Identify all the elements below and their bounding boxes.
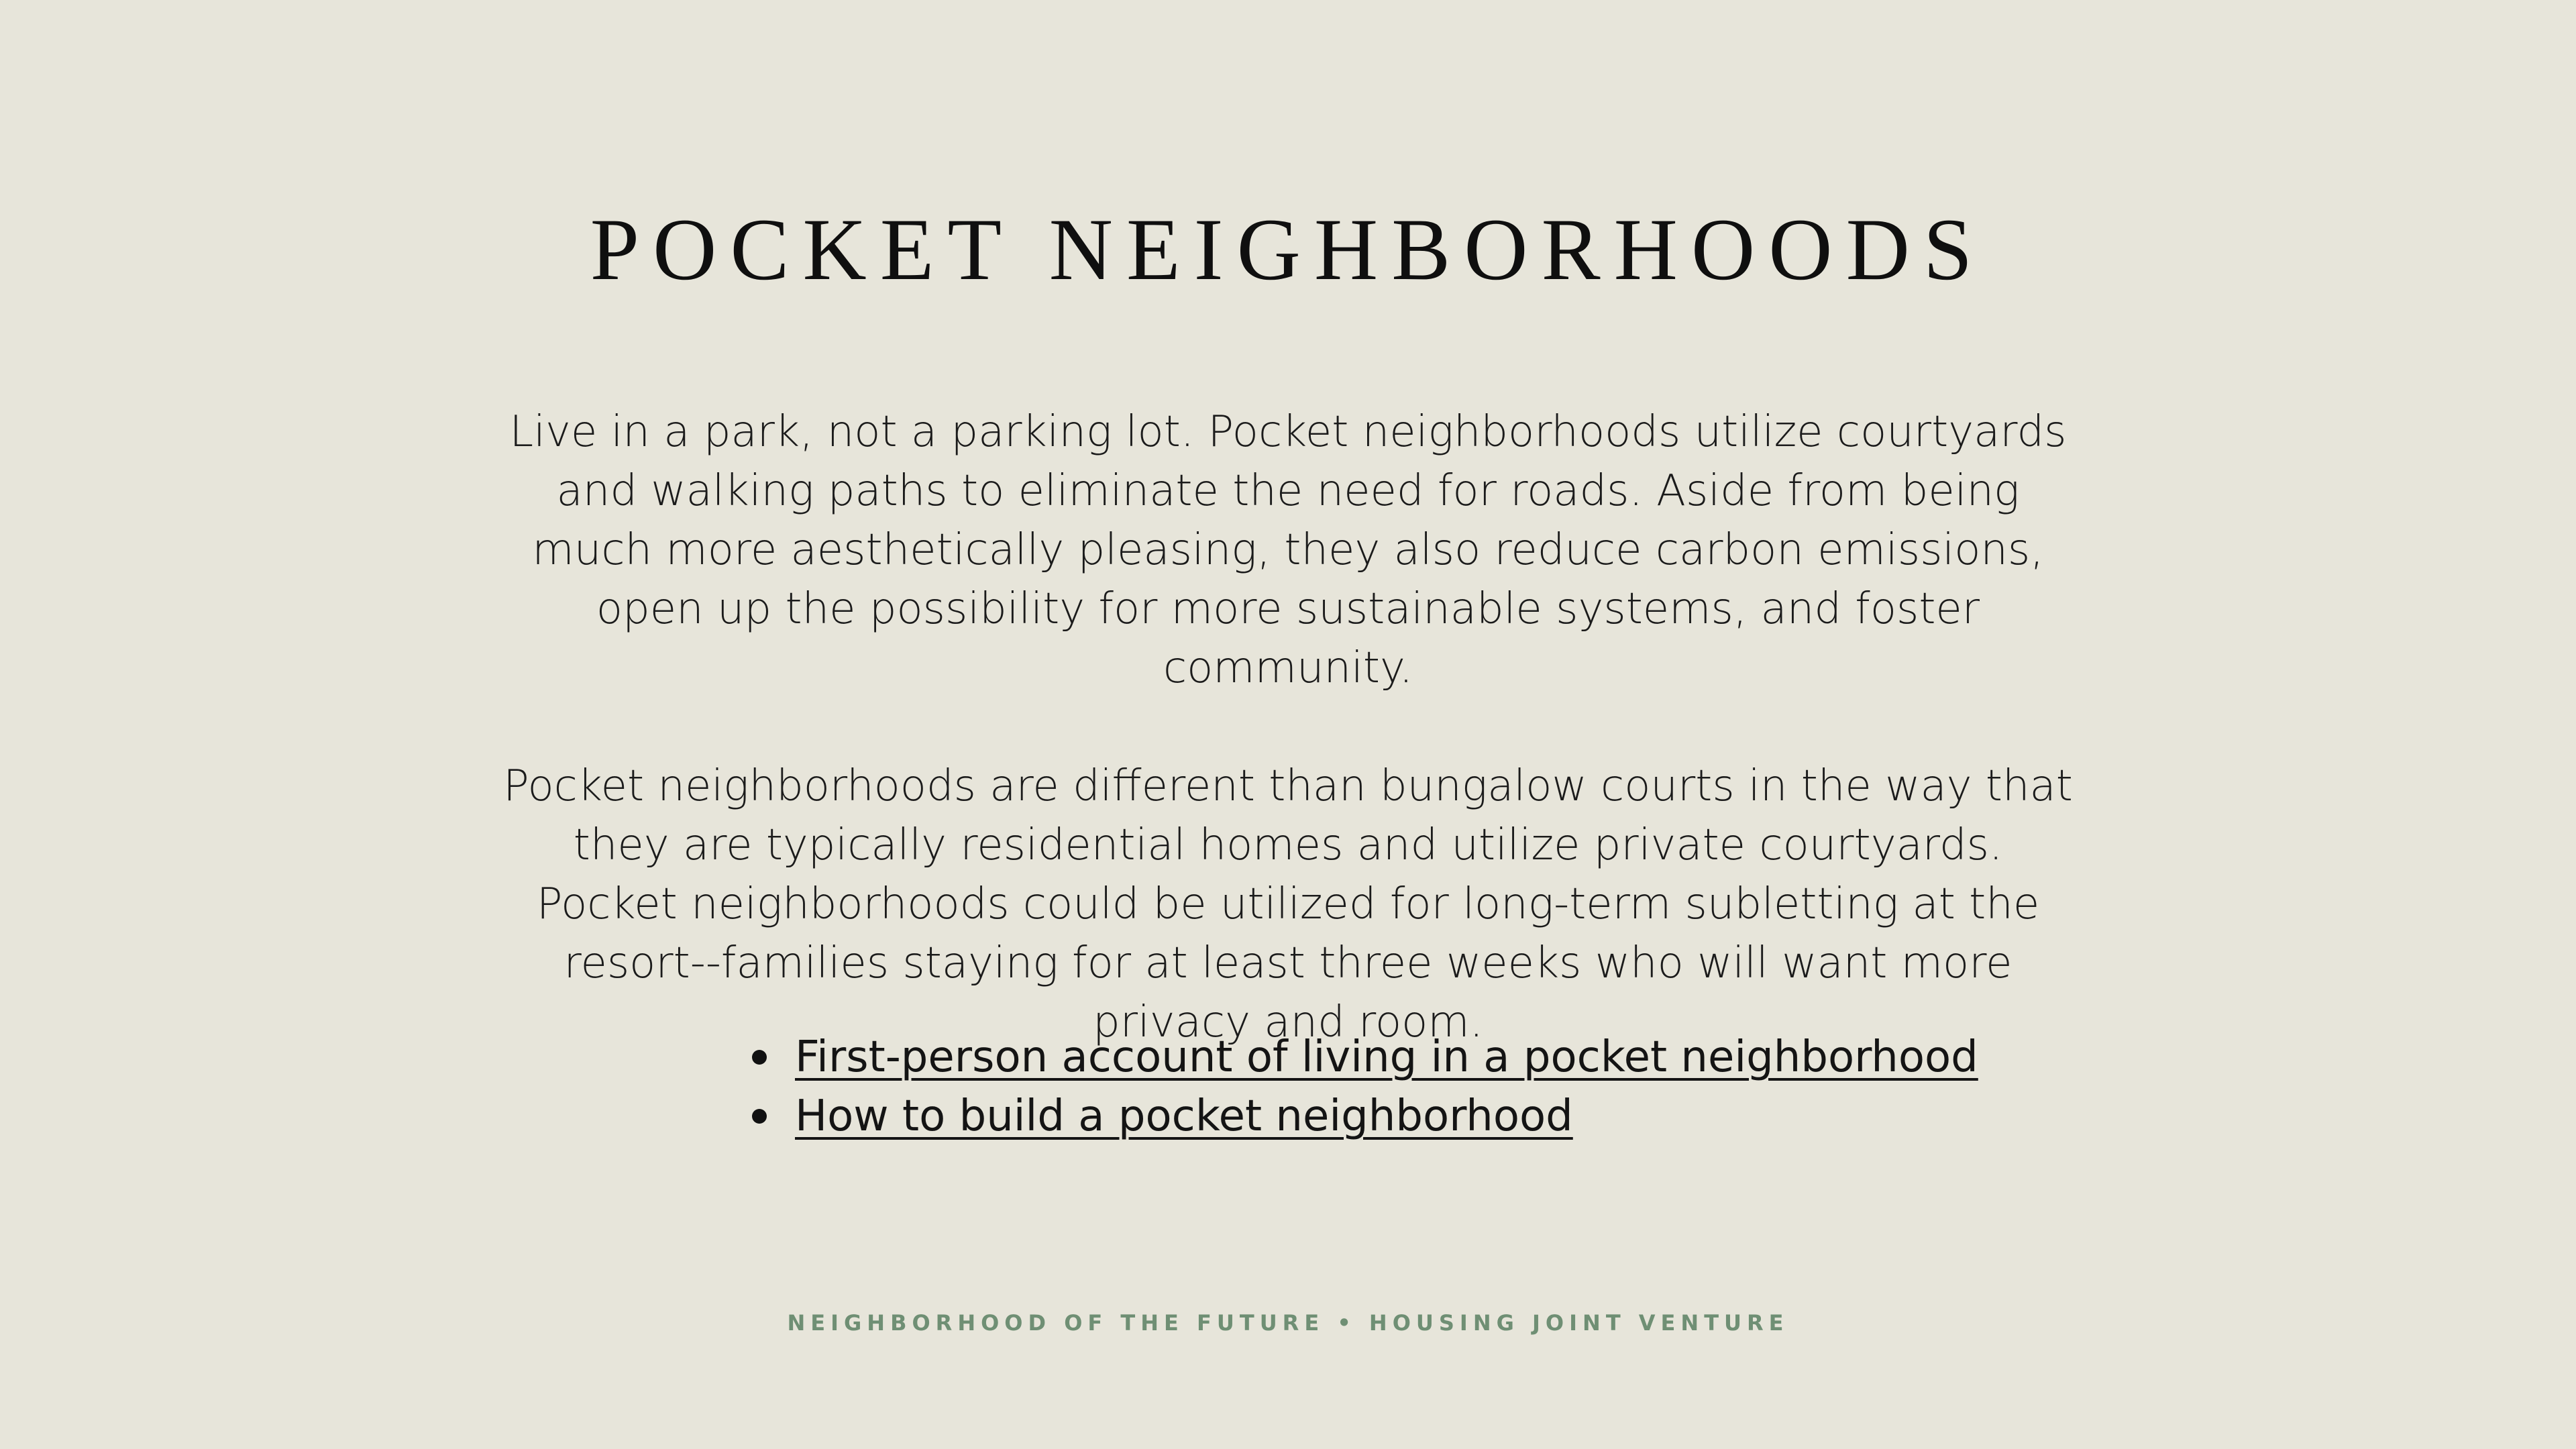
slide-title: POCKET NEIGHBORHOODS — [590, 200, 1986, 299]
resource-link-list — [748, 1028, 1978, 1146]
how-to-build-link[interactable]: How to build a pocket neighborhood — [795, 1091, 1573, 1141]
comparison-paragraph: Pocket neighborhoods are different than bungalow courts in the way that they are typically residential homes and utilize private courtyards. Pocket neighborhoods could be utilized for long-term subletting at the resort--families staying for at least three weeks who will want more privacy and room. — [503, 761, 2073, 1047]
slide-footer: NEIGHBORHOOD OF THE FUTURE • HOUSING JOINT VENTURE — [787, 1310, 1789, 1336]
slide-body — [496, 402, 2080, 1111]
bullet-icon — [752, 1050, 767, 1065]
list-item — [748, 1028, 1978, 1087]
list-item — [748, 1087, 1978, 1146]
intro-paragraph: Live in a park, not a parking lot. Pocket neighborhoods utilize courtyards and walking paths to eliminate the need for roads. Aside from being much more aesthetically pleasing, they also reduce carbon emissions, open up the possibility for more sustainable systems, and foster community. — [509, 407, 2067, 693]
first-person-account-link[interactable]: First-person account of living in a pocket neighborhood — [795, 1032, 1978, 1082]
bullet-icon — [752, 1109, 767, 1124]
